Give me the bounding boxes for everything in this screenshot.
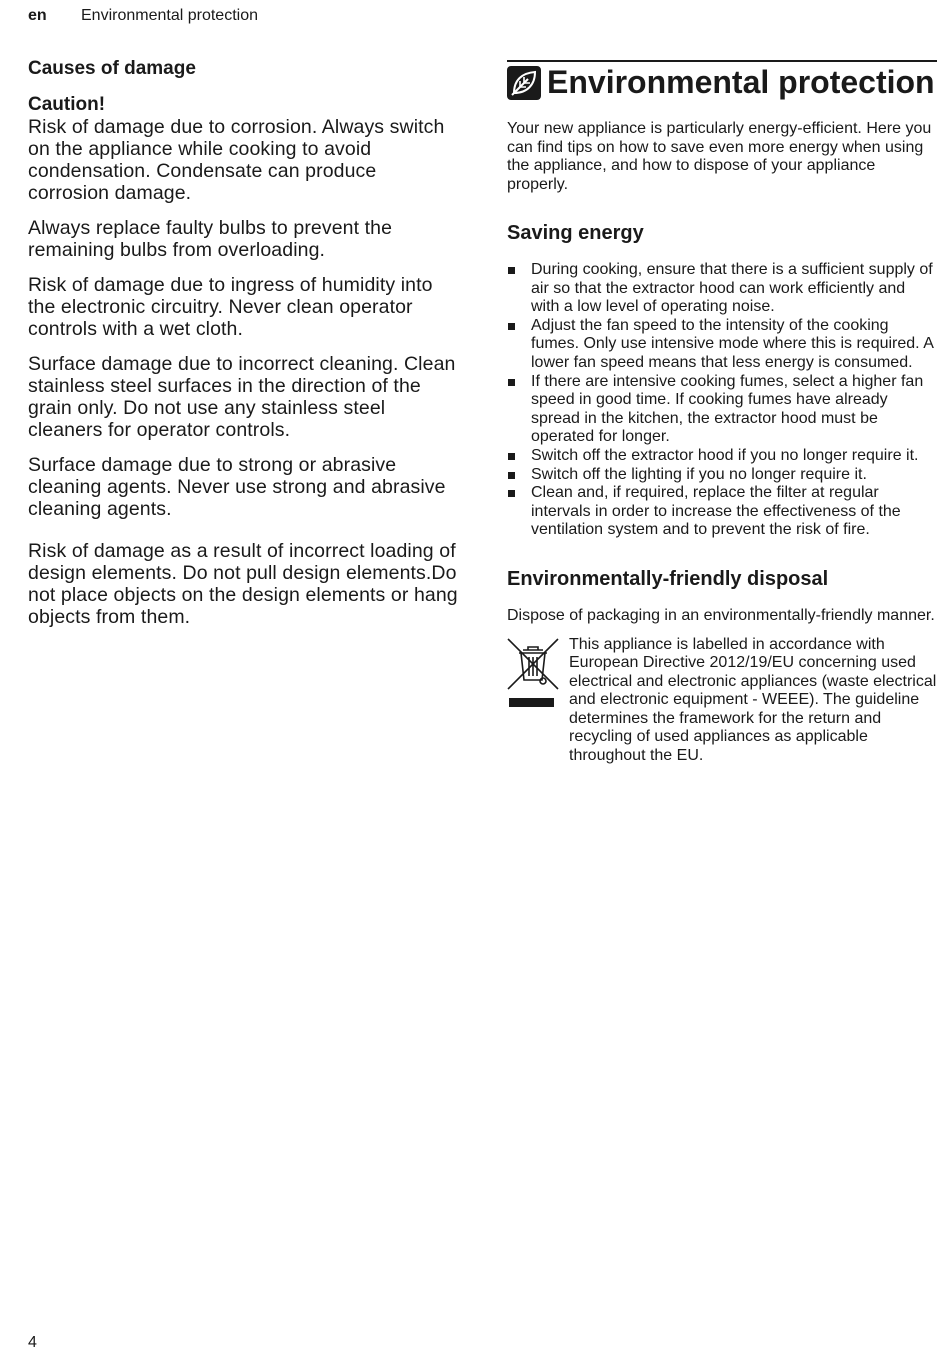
list-item: Clean and, if required, replace the filter at regular intervals in order to increase the effectiveness of the ventilation system and to prevent the risk of fire. — [507, 484, 937, 540]
weee-notice — [507, 636, 937, 766]
page-number: 4 — [28, 1334, 37, 1351]
causes-of-damage-section — [28, 58, 458, 641]
weee-paragraph: This appliance is labelled in accordance with European Directive 2012/19/EU concerning used electrical and electronic appliances (waste electrical and electronic equipment - WEEE). The guideline determines the framework for the return and recycling of used appliances as applicable throughout the EU. — [569, 635, 937, 765]
list-item: Adjust the fan speed to the intensity of the cooking fumes. Only use intensive mode where this is required. A lower fan speed means that less energy is consumed. — [507, 317, 937, 373]
bullet-square-icon — [508, 267, 515, 274]
bullet-square-icon — [508, 453, 515, 460]
leaf-icon — [507, 66, 541, 100]
caution-paragraph: Surface damage due to strong or abrasive cleaning agents. Never use strong and abrasive cleaning agents. — [28, 454, 446, 520]
environmental-protection-section — [507, 60, 937, 766]
bullet-square-icon — [508, 379, 515, 386]
disposal-heading: Environmentally-friendly disposal — [507, 567, 829, 590]
caution-paragraph: Risk of damage due to ingress of humidity into the electronic circuitry. Never clean operator controls with a wet cloth. — [28, 274, 433, 340]
list-item: Switch off the lighting if you no longer require it. — [507, 466, 937, 485]
caution-paragraph: Risk of damage as a result of incorrect loading of design elements. Do not pull design elements.Do not place objects on the design elements or hang objects from them. — [28, 540, 458, 628]
page-header — [28, 7, 258, 25]
header-section-title: Environmental protection — [81, 7, 258, 24]
list-item: If there are intensive cooking fumes, select a higher fan speed in good time. If cooking fumes have already spread in the kitchen, the extractor hood must be operated for longer. — [507, 373, 937, 447]
bullet-square-icon — [508, 472, 515, 479]
section-title-bar — [507, 60, 937, 102]
crossed-out-wheelie-bin-icon — [507, 638, 559, 712]
bullet-square-icon — [508, 490, 515, 497]
caution-paragraph: Always replace faulty bulbs to prevent the remaining bulbs from overloading. — [28, 217, 393, 261]
caution-paragraph: Surface damage due to incorrect cleaning. Clean stainless steel surfaces in the direction of the grain only. Do not use any stainless steel cleaners for operator controls. — [28, 353, 456, 441]
bullet-square-icon — [508, 323, 515, 330]
intro-paragraph: Your new appliance is particularly energy-efficient. Here you can find tips on how to save even more energy when using the appliance, and how to dispose of your appliance properly. — [507, 120, 932, 193]
saving-energy-heading: Saving energy — [507, 222, 644, 244]
list-item: During cooking, ensure that there is a sufficient supply of air so that the extractor hood can work efficiently and with a low level of operating noise. — [507, 261, 937, 317]
list-item: Switch off the extractor hood if you no longer require it. — [507, 447, 937, 466]
saving-energy-list — [507, 261, 937, 540]
caution-label: Caution! — [28, 94, 106, 115]
language-code: en — [28, 7, 47, 24]
section-title: Environmental protection — [547, 64, 935, 100]
disposal-paragraph: Dispose of packaging in an environmentally-friendly manner. — [507, 606, 935, 624]
causes-heading: Causes of damage — [28, 58, 196, 79]
caution-paragraph: Risk of damage due to corrosion. Always switch on the appliance while cooking to avoid condensation. Condensate can produce corrosion damage. — [28, 116, 445, 204]
